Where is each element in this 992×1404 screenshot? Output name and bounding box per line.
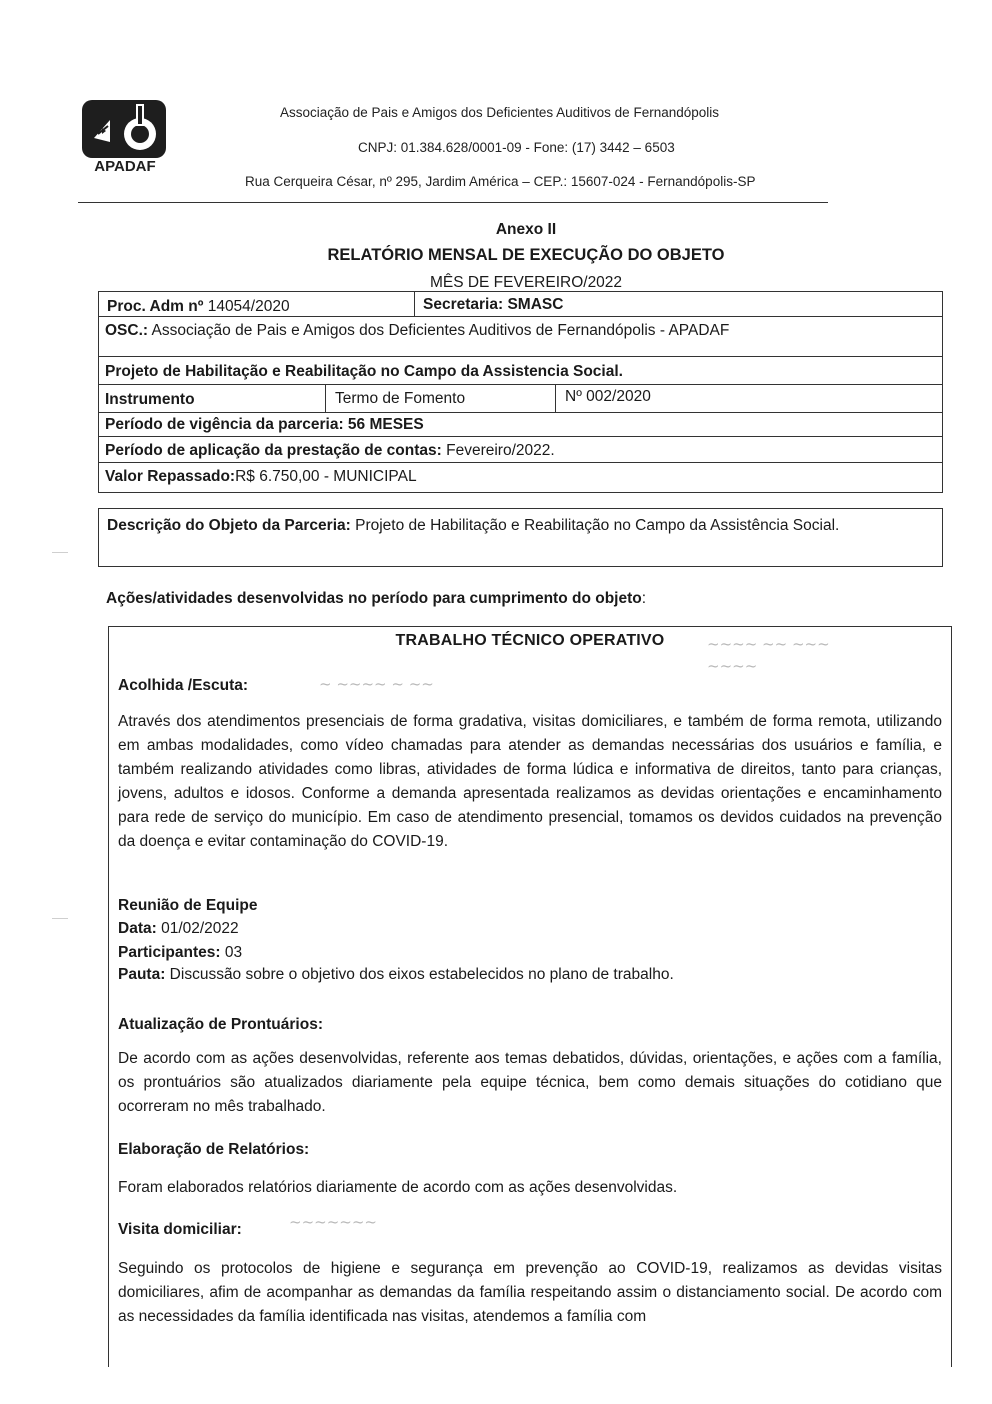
vigencia-cell (105, 416, 424, 434)
proc-value: 14054/2020 (203, 298, 290, 315)
aplicacao-cell (105, 442, 555, 460)
osc-value: Associação de Pais e Amigos dos Deficientes Auditivos de Fernandópolis - APADAF (148, 322, 730, 339)
valor-value: R$ 6.750,00 - MUNICIPAL (235, 468, 417, 485)
vigencia-text: Período de vigência da parceria: 56 MESES (105, 416, 424, 433)
actions-heading (106, 590, 646, 608)
project-cell (105, 363, 623, 381)
organization-address: Rua Cerqueira César, nº 295, Jardim América – CEP.: 15607-024 - Fernandópolis-SP (245, 174, 756, 189)
margin-mark (52, 552, 68, 553)
row-divider (99, 356, 942, 357)
proc-divider (414, 292, 415, 316)
instrument-type: Termo de Fomento (335, 390, 466, 407)
secretaria-cell (423, 296, 563, 314)
aplicacao-label: Período de aplicação da prestação de contas: (105, 442, 442, 459)
valor-cell (105, 468, 417, 486)
row-divider (99, 316, 942, 317)
relatorios-text: Foram elaborados relatórios diariamente de acordo com as ações desenvolvidas. (118, 1179, 678, 1196)
technical-work-box (108, 626, 952, 1367)
actions-heading-label: Ações/atividades desenvolvidas no período para cumprimento do objeto (106, 590, 642, 607)
prontuarios-text: De acordo com as ações desenvolvidas, referente aos temas debatidos, dúvidas, orientações, e ações com a família, os prontuários são atualizados diariamente pela equipe técnica, bem como demais situações do cotidiano que ocorreram no mês trabalhado. (118, 1050, 942, 1115)
osc-label: OSC.: (105, 322, 149, 339)
header-divider (78, 202, 828, 203)
aplicacao-value: Fevereiro/2022. (441, 442, 555, 459)
row-divider (99, 412, 942, 413)
instrument-divider-2 (555, 384, 556, 412)
row-divider (99, 436, 942, 437)
secretaria-text: Secretaria: SMASC (423, 296, 564, 313)
description-value: Projeto de Habilitação e Reabilitação no Campo da Assistência Social. (350, 517, 840, 534)
row-divider (99, 384, 942, 385)
acolhida-title: Acolhida /Escuta: (118, 677, 249, 694)
meeting-agenda: Pauta: Discussão sobre o objetivo dos eixos estabelecidos no plano de trabalho. (118, 966, 674, 983)
description-label: Descrição do Objeto da Parceria: (107, 517, 351, 534)
handwritten-annotation: ~~~~ ~~ ~~~ (707, 635, 830, 653)
annex-title: Anexo II (495, 221, 557, 238)
object-description-box (98, 508, 943, 567)
report-month: MÊS DE FEVEREIRO/2022 (429, 274, 623, 291)
instrument-number: Nº 002/2020 (565, 388, 651, 405)
project-name: Projeto de Habilitação e Reabilitação no Campo da Assistencia Social. (105, 363, 623, 380)
handwritten-annotation: ~ ~~~~ ~ ~~ (319, 675, 434, 693)
actions-heading-suffix: : (641, 590, 647, 607)
visita-title: Visita domiciliar: (118, 1221, 242, 1238)
osc-cell (105, 322, 729, 340)
organization-name: Associação de Pais e Amigos dos Deficientes Auditivos de Fernandópolis (280, 105, 720, 120)
visita-text: Seguindo os protocolos de higiene e segurança em prevenção ao COVID-19, realizamos as devidas visitas domiciliares, afim de acompanhar as demandas da família respeitando assim o distanciamento social. De acordo com as necessidades da família identificada nas visitas, atendemos a família com (118, 1260, 942, 1325)
report-title: RELATÓRIO MENSAL DE EXECUÇÃO DO OBJETO (327, 246, 725, 264)
technical-work-title: TRABALHO TÉCNICO OPERATIVO (395, 632, 665, 649)
instrument-divider-1 (325, 384, 326, 412)
prontuarios-title: Atualização de Prontuários: (118, 1016, 323, 1033)
cnpj-phone: CNPJ: 01.384.628/0001-09 - Fone: (17) 3442 – 6503 (358, 140, 675, 155)
instrument-label: Instrumento (105, 391, 195, 408)
instrument-number-cell (565, 388, 651, 406)
proc-label: Proc. Adm nº (107, 298, 204, 315)
apadaf-logo (80, 98, 170, 180)
relatorios-title: Elaboração de Relatórios: (118, 1141, 310, 1158)
meeting-title: Reunião de Equipe (118, 897, 258, 914)
acolhida-text: Através dos atendimentos presenciais de forma gradativa, visitas domiciliares, e também de forma remota, utilizando em ambas modalidades, como vídeo chamadas para atender as demandas necessárias dos usuários e família, e também realizando atividades como libras, atividades de forma lúdica e informativa de direitos, tanto para crianças, jovens, adultos e idosos. Conforme a demanda apresentada realizamos as devidas orientações e encaminhamento para rede de serviço do município. Em caso de atendimento presencial, tomamos os devidos cuidados na prevenção da doença e evitar contaminação do COVID-19. (118, 713, 942, 850)
handwritten-annotation: ~~~~ (707, 657, 758, 675)
margin-mark (52, 918, 68, 919)
valor-label: Valor Repassado: (105, 468, 236, 485)
meeting-participants: Participantes: 03 (118, 944, 243, 961)
meeting-date: Data: 01/02/2022 (118, 920, 239, 937)
object-description (107, 513, 933, 538)
logo-text: APADAF (94, 158, 156, 175)
proc-cell (107, 298, 290, 316)
partnership-info-table (98, 291, 943, 493)
instrument-label-cell (105, 391, 195, 409)
instrument-type-cell (335, 390, 465, 408)
row-divider (99, 462, 942, 463)
handwritten-annotation: ~~~~~~~ (289, 1213, 377, 1231)
